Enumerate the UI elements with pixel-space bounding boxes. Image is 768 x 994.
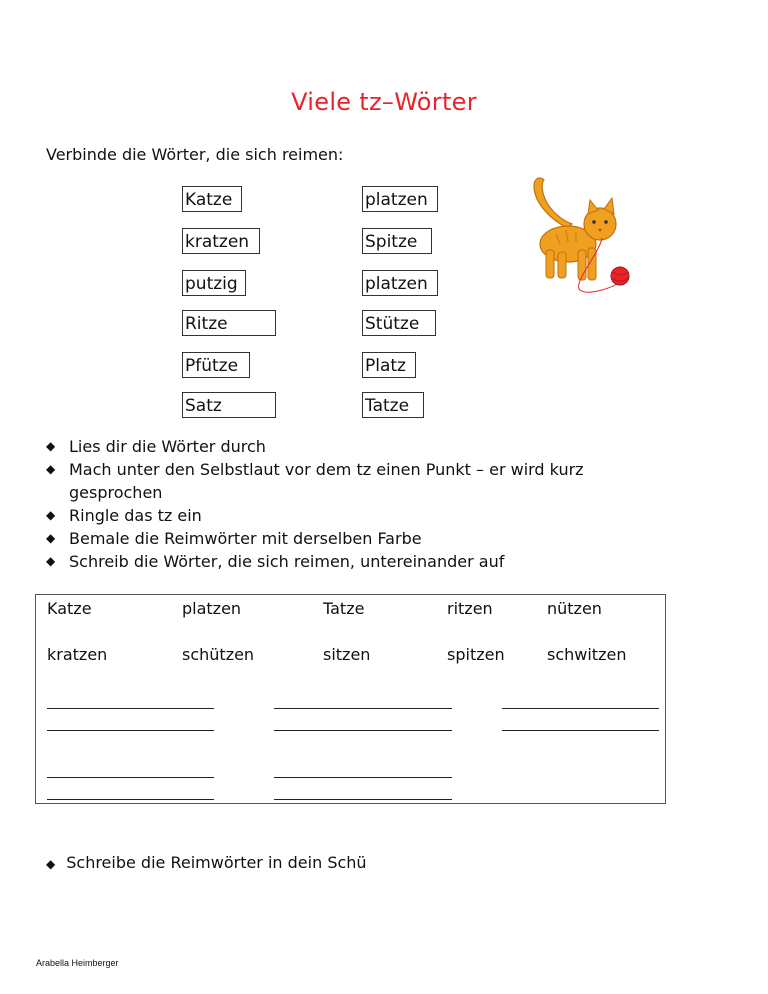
word-box-left: Katze	[182, 186, 242, 212]
table-word: nützen	[547, 599, 602, 618]
cat-eye	[604, 220, 608, 224]
word-box-left: kratzen	[182, 228, 260, 254]
cat-with-yarn-illustration	[520, 172, 636, 300]
table-word: sitzen	[323, 645, 371, 664]
diamond-bullet-icon: ◆	[46, 531, 56, 545]
word-box-right: Tatze	[362, 392, 424, 418]
writing-line	[47, 799, 214, 800]
author-footer: Arabella Heimberger	[36, 958, 119, 968]
word-box-right: Stütze	[362, 310, 436, 336]
table-word: Katze	[47, 599, 92, 618]
diamond-bullet-icon: ◆	[46, 462, 56, 476]
cat-tail	[534, 178, 572, 228]
cat-leg	[558, 252, 566, 278]
diamond-bullet-icon: ◆	[46, 508, 56, 522]
table-word: kratzen	[47, 645, 108, 664]
list-item: ◆ Mach unter den Selbstlaut vor dem tz einen Punkt – er wird kurz gesprochen	[46, 460, 584, 502]
writing-line	[47, 730, 214, 731]
cat-leg	[546, 250, 554, 278]
word-box-left: Satz	[182, 392, 276, 418]
list-item: ◆ Bemale die Reimwörter mit derselben Farbe	[46, 529, 422, 548]
instruction-list	[46, 435, 646, 573]
diamond-bullet-icon: ◆	[46, 857, 56, 871]
writing-line	[274, 708, 452, 709]
table-word: spitzen	[447, 645, 505, 664]
writing-line	[47, 708, 214, 709]
word-box-right: Platz	[362, 352, 416, 378]
table-word: platzen	[182, 599, 242, 618]
writing-line	[274, 777, 452, 778]
word-table-box	[35, 594, 666, 804]
word-box-left: putzig	[182, 270, 246, 296]
word-box-left: Pfütze	[182, 352, 250, 378]
list-item: ◆ Schreib die Wörter, die sich reimen, untereinander auf	[46, 552, 505, 571]
table-word: schwitzen	[547, 645, 627, 664]
page-title: Viele tz–Wörter	[291, 88, 477, 116]
writing-line	[274, 730, 452, 731]
table-word: schützen	[182, 645, 255, 664]
cat-eye	[592, 220, 596, 224]
word-box-right: platzen	[362, 270, 438, 296]
writing-line	[274, 799, 452, 800]
writing-line	[502, 708, 659, 709]
yarn-ball	[611, 267, 629, 285]
diamond-bullet-icon: ◆	[46, 439, 56, 453]
diamond-bullet-icon: ◆	[46, 554, 56, 568]
list-item: ◆ Lies dir die Wörter durch	[46, 437, 266, 456]
writing-line	[47, 777, 214, 778]
word-box-right: platzen	[362, 186, 438, 212]
word-box-right: Spitze	[362, 228, 432, 254]
writing-line	[502, 730, 659, 731]
final-instruction: ◆ Schreibe die Reimwörter in dein Schü	[46, 853, 367, 872]
list-item: ◆ Ringle das tz ein	[46, 506, 202, 525]
table-word: Tatze	[323, 599, 365, 618]
table-word: ritzen	[447, 599, 493, 618]
word-box-left: Ritze	[182, 310, 276, 336]
instruction-text: Verbinde die Wörter, die sich reimen:	[46, 145, 344, 164]
